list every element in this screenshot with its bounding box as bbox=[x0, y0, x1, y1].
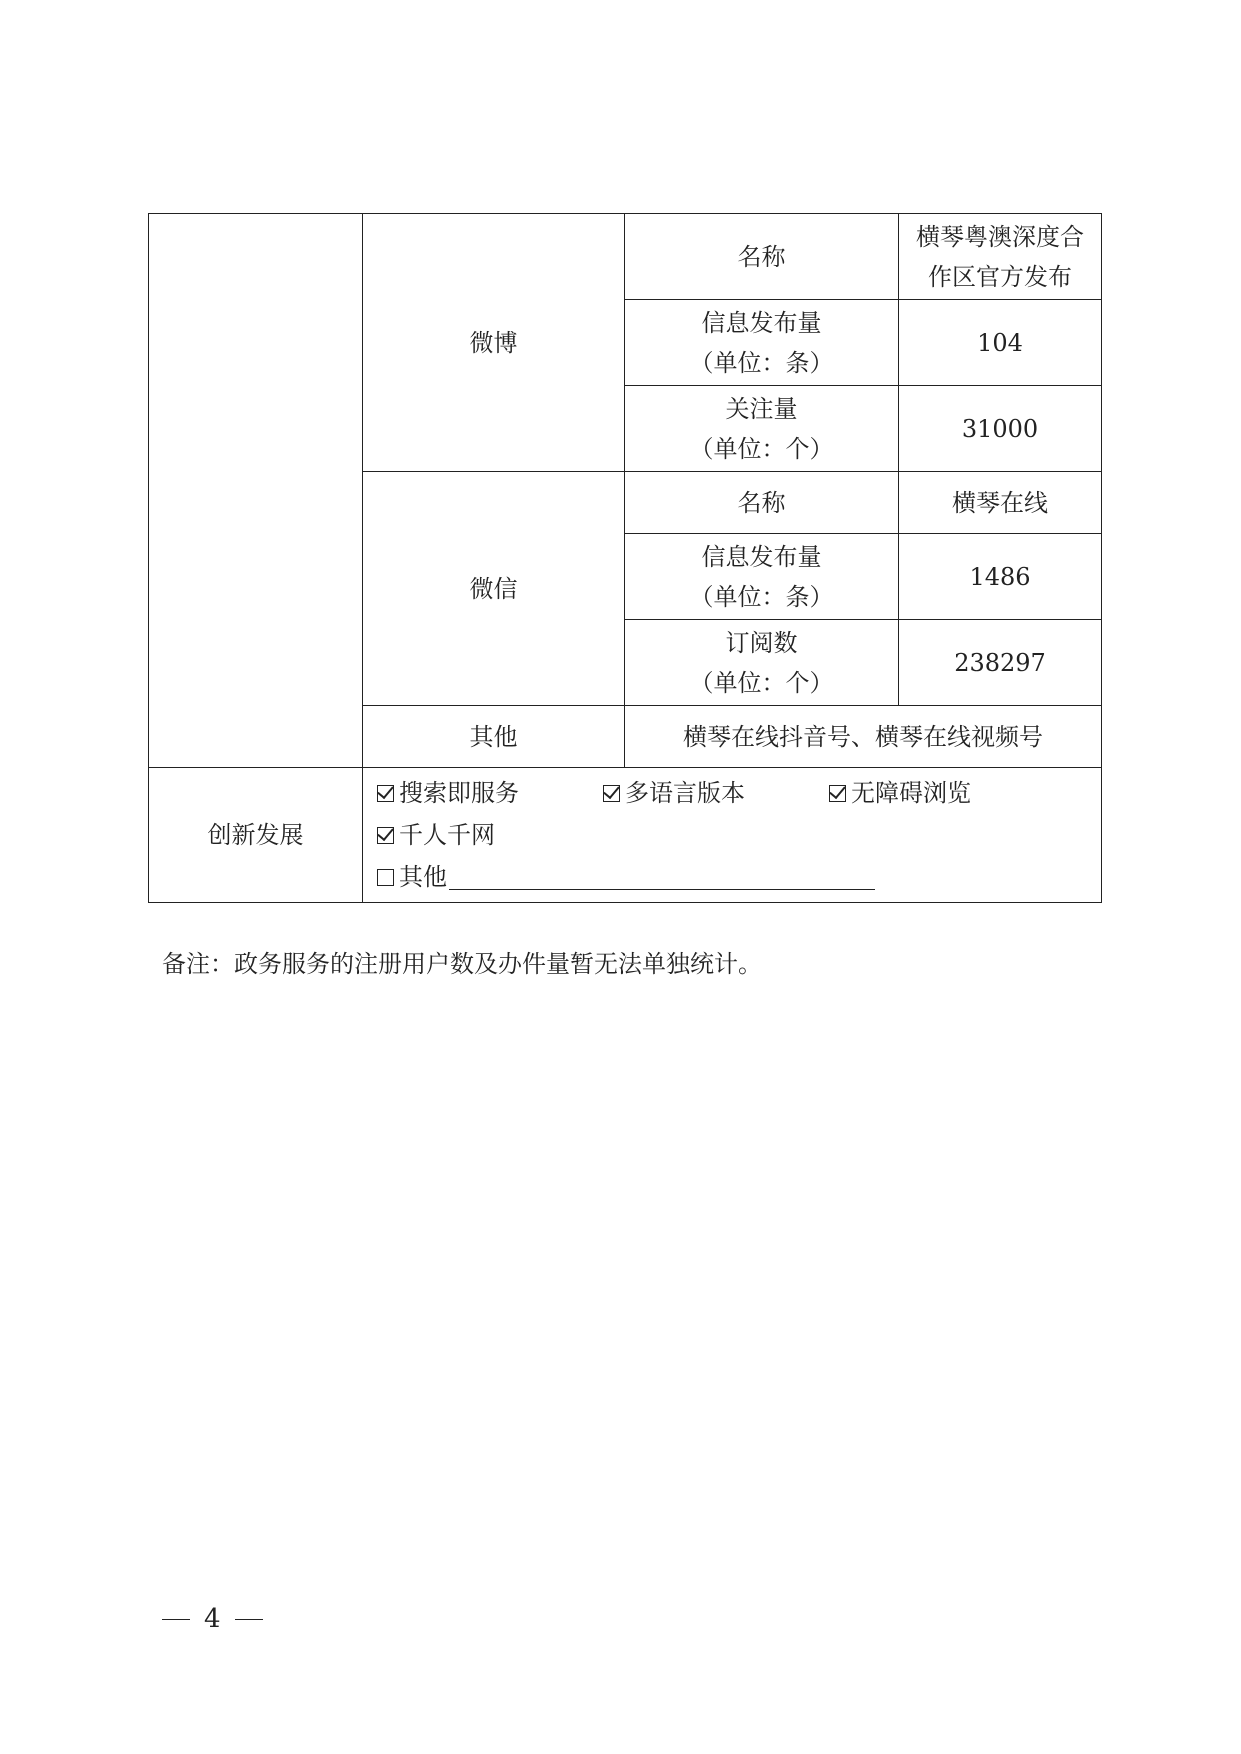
dash-right bbox=[235, 1619, 263, 1620]
wechat-subs-key: 订阅数 （单位：个） bbox=[625, 620, 899, 706]
checkbox-checked-icon[interactable] bbox=[829, 785, 846, 802]
category-cell-empty bbox=[149, 214, 363, 768]
checkbox-checked-icon[interactable] bbox=[377, 785, 394, 802]
option-accessibility[interactable]: 无障碍浏览 bbox=[829, 773, 971, 813]
weibo-followers-value: 31000 bbox=[899, 386, 1102, 472]
option-other[interactable]: 其他 bbox=[377, 857, 875, 897]
weibo-posts-value: 104 bbox=[899, 300, 1102, 386]
wechat-posts-key: 信息发布量 （单位：条） bbox=[625, 534, 899, 620]
footnote: 备注：政务服务的注册用户数及办件量暂无法单独统计。 bbox=[162, 950, 762, 978]
weibo-posts-key: 信息发布量 （单位：条） bbox=[625, 300, 899, 386]
wechat-label: 微信 bbox=[363, 472, 625, 706]
innovation-options bbox=[363, 768, 1102, 903]
checkbox-checked-icon[interactable] bbox=[603, 785, 620, 802]
wechat-posts-value: 1486 bbox=[899, 534, 1102, 620]
wechat-name-key: 名称 bbox=[625, 472, 899, 534]
page-number: 4 bbox=[204, 1604, 221, 1634]
checkbox-checked-icon[interactable] bbox=[377, 827, 394, 844]
innovation-label: 创新发展 bbox=[149, 768, 363, 903]
weibo-followers-key: 关注量 （单位：个） bbox=[625, 386, 899, 472]
option-personalized[interactable]: 千人千网 bbox=[377, 815, 495, 855]
checkbox-unchecked-icon[interactable] bbox=[377, 869, 394, 886]
other-value: 横琴在线抖音号、横琴在线视频号 bbox=[625, 706, 1102, 768]
weibo-label: 微博 bbox=[363, 214, 625, 472]
dash-left bbox=[162, 1619, 190, 1620]
wechat-subs-value: 238297 bbox=[899, 620, 1102, 706]
option-search-service[interactable]: 搜索即服务 bbox=[377, 773, 603, 813]
wechat-name-value: 横琴在线 bbox=[899, 472, 1102, 534]
weibo-name-key: 名称 bbox=[625, 214, 899, 300]
media-table bbox=[148, 213, 1102, 903]
other-label: 其他 bbox=[363, 706, 625, 768]
option-multilingual[interactable]: 多语言版本 bbox=[603, 773, 829, 813]
page-footer bbox=[162, 1604, 263, 1634]
other-blank-line[interactable] bbox=[449, 865, 875, 890]
weibo-name-value: 横琴粤澳深度合 作区官方发布 bbox=[899, 214, 1102, 300]
